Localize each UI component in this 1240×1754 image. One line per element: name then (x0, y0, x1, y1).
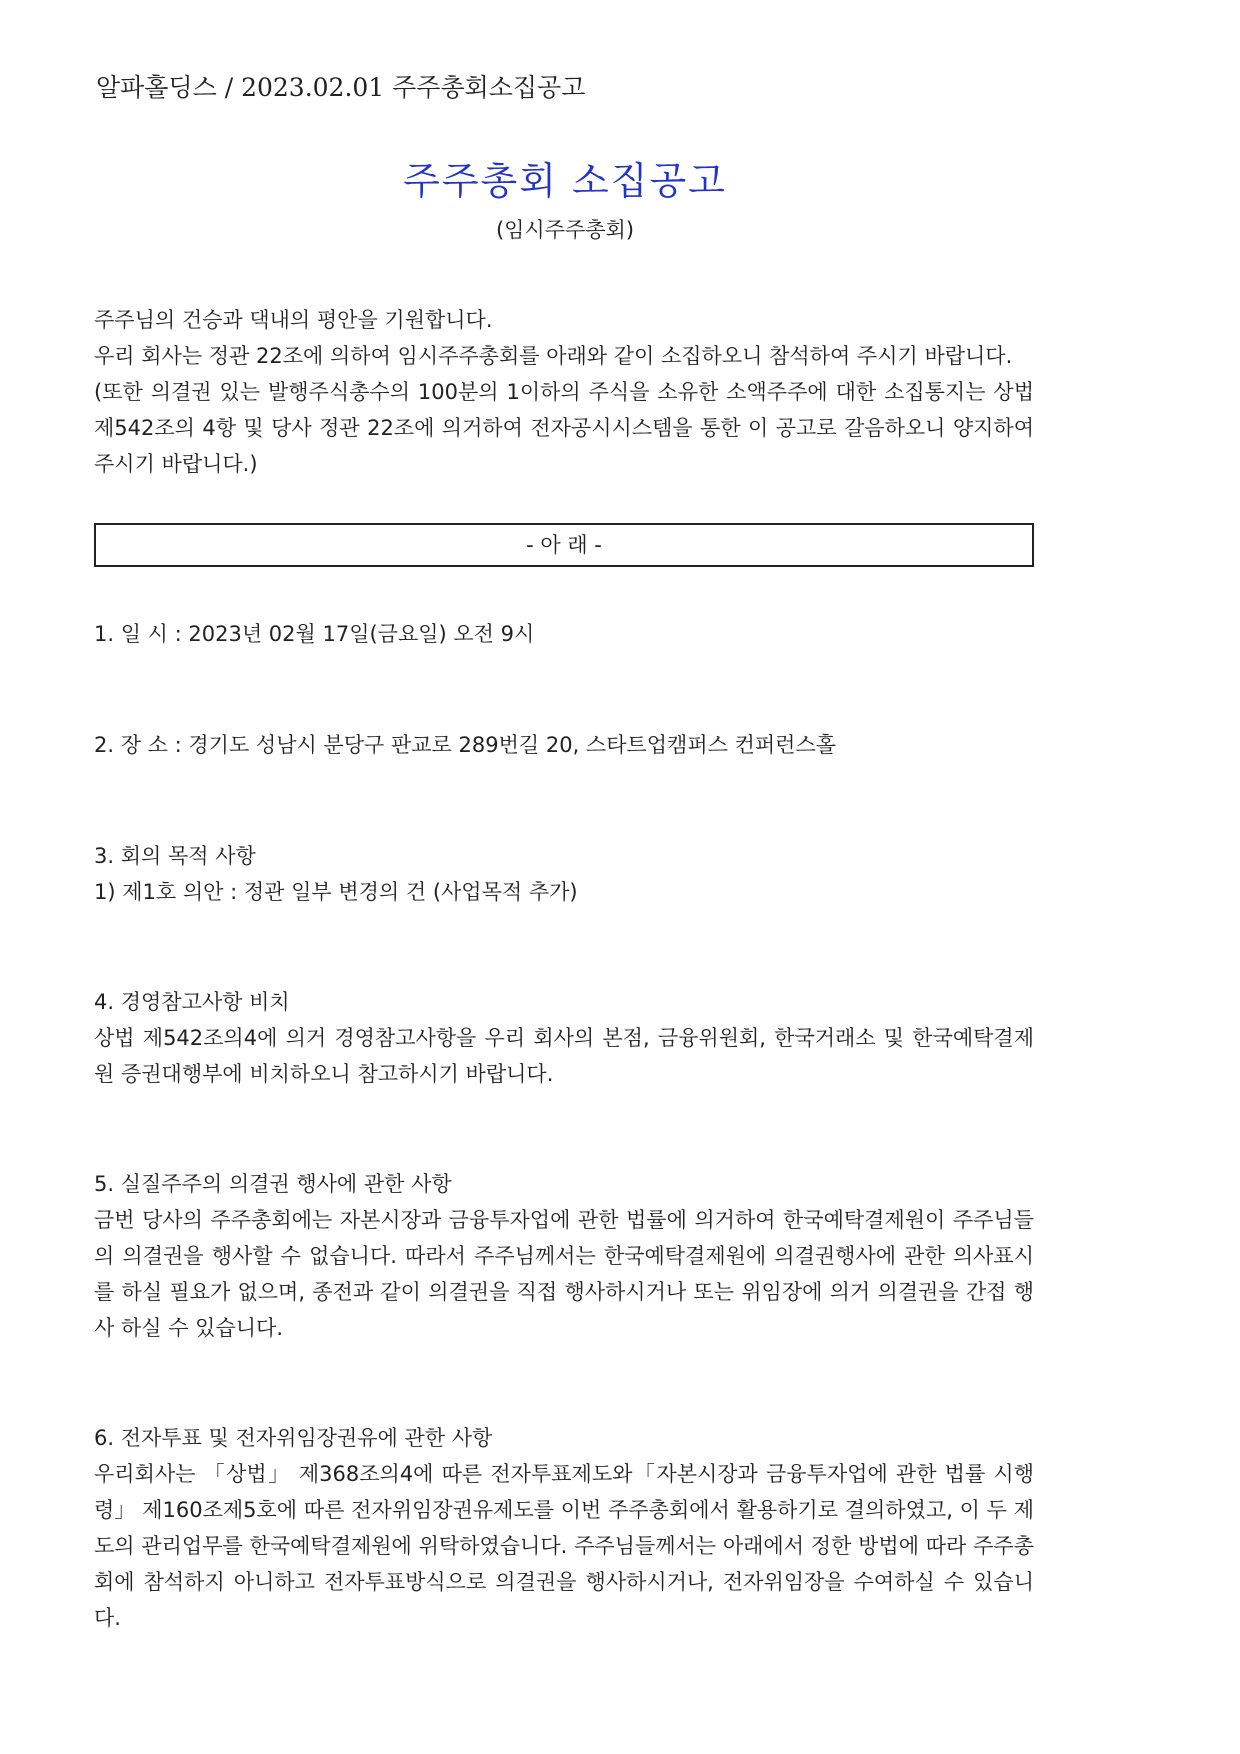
intro-section (94, 302, 1034, 482)
reference-title: 4. 경영참고사항 비치 (94, 990, 290, 1014)
agenda-title: 3. 회의 목적 사항 (94, 844, 256, 868)
page-subtitle: (임시주주총회) (495, 218, 635, 242)
minority-shareholder-text: (또한 의결권 있는 발행주식총수의 100분의 1이하의 주식을 소유한 소액주주에 대한 소집통지는 상법 제542조의 4항 및 당사 정관 22조에 의거하여 전자공시시스템을 통한 이 공고로 갈음하오니 양지하여 주시기 바랍니다.) (94, 380, 1034, 476)
voting-rights-title: 5. 실질주주의 의결권 행사에 관한 사항 (94, 1172, 452, 1196)
electronic-voting-body: 우리회사는 「상법」 제368조의4에 따른 전자투표제도와「자본시장과 금융투자업에 관한 법률 시행령」 제160조제5호에 따른 전자위임장권유제도를 이번 주주총회에서 활용하기로 결의하였고, 이 두 제도의 관리업무를 한국예탁결제원에 위탁하였습니다. 주주님들께서는 아래에서 정한 방법에 따라 주주총회에 참석하지 아니하고 전자투표방식으로 의결권을 행사하시거나, 전자위임장을 수여하실 수 있습니다. (94, 1462, 1034, 1630)
section-reference (94, 984, 1034, 1092)
section-place: 2. 장 소 : 경기도 성남시 분당구 판교로 289번길 20, 스타트업캠퍼스 컨퍼런스홀 (94, 733, 837, 757)
below-section-box (94, 523, 1034, 567)
document-header: 알파홀딩스 / 2023.02.01 주주총회소집공고 (96, 73, 586, 102)
page-title: 주주총회 소집공고 (403, 159, 727, 203)
reference-body: 상법 제542조의4에 의거 경영참고사항을 우리 회사의 본점, 금융위원회, 한국거래소 및 한국예탁결제원 증권대행부에 비치하오니 참고하시기 바랍니다. (94, 1026, 1034, 1086)
voting-rights-body: 금번 당사의 주주총회에는 자본시장과 금융투자업에 관한 법률에 의거하여 한국예탁결제원이 주주님들의 의결권을 행사할 수 없습니다. 따라서 주주님께서는 한국예탁결제원에 의결권행사에 관한 의사표시를 하실 필요가 없으며, 종전과 같이 의결권을 직접 행사하시거나 또는 위임장에 의거 의결권을 간접 행사 하실 수 있습니다. (94, 1208, 1034, 1340)
section-date: 1. 일 시 : 2023년 02월 17일(금요일) 오전 9시 (94, 622, 535, 646)
section-voting-rights (94, 1166, 1034, 1346)
notice-text: 우리 회사는 정관 22조에 의하여 임시주주총회를 아래와 같이 소집하오니 참석하여 주시기 바랍니다. (94, 344, 1013, 368)
section-agenda (94, 838, 1034, 910)
greeting-text: 주주님의 건승과 댁내의 평안을 기원합니다. (94, 308, 493, 332)
below-label: - 아 래 - (526, 533, 602, 557)
section-electronic-voting (94, 1420, 1034, 1636)
agenda-item: 1) 제1호 의안 : 정관 일부 변경의 건 (사업목적 추가) (94, 880, 578, 904)
electronic-voting-title: 6. 전자투표 및 전자위임장권유에 관한 사항 (94, 1426, 493, 1450)
